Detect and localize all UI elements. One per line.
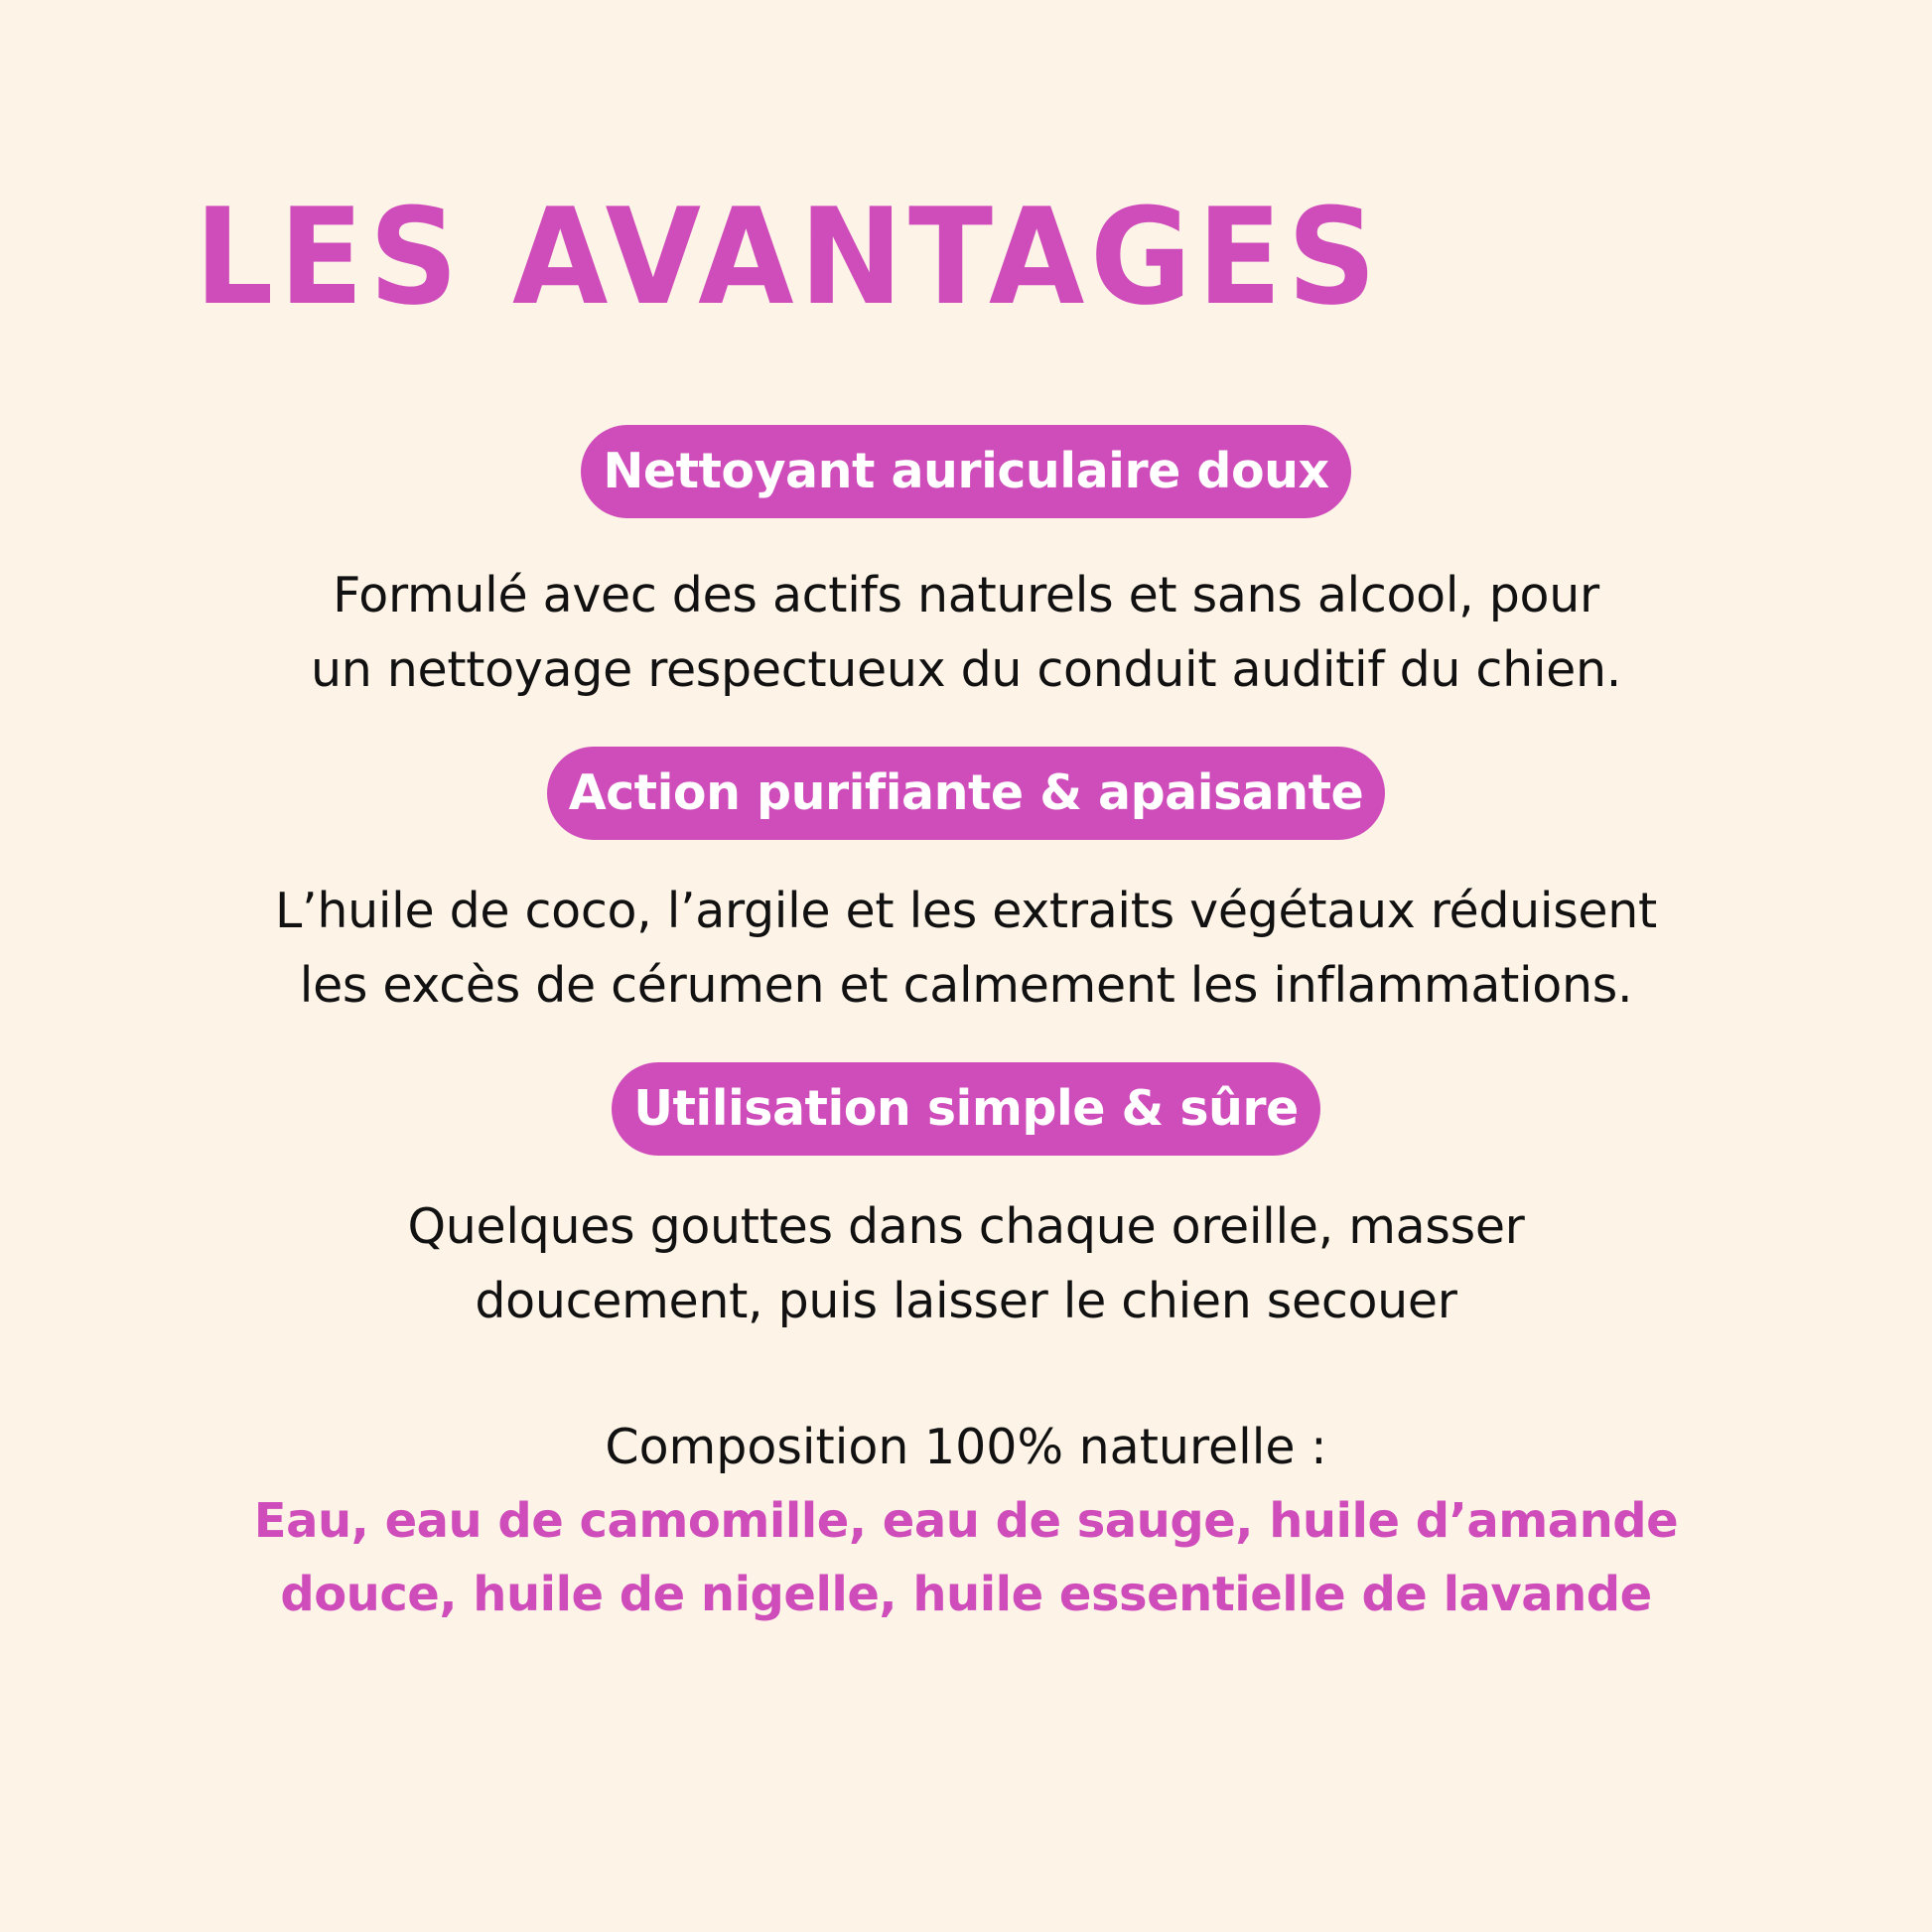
composition-label: Composition 100% naturelle : (605, 1419, 1327, 1475)
description-line: les excès de cérumen et calmement les inflammations. (299, 957, 1633, 1014)
composition-section (0, 1410, 1932, 1631)
page-title: LES AVANTAGES (195, 180, 1382, 335)
description-line: un nettoyage respectueux du conduit auditif du chien. (310, 641, 1622, 698)
benefit-description (0, 1189, 1932, 1338)
benefit-description (0, 874, 1932, 1023)
benefit-section-purifying-action (0, 747, 1932, 1023)
benefit-description (0, 558, 1932, 707)
description-line: L’huile de coco, l’argile et les extraits végétaux réduisent (275, 883, 1657, 939)
benefit-heading-badge: Nettoyant auriculaire doux (581, 425, 1350, 518)
benefit-section-simple-use (0, 1062, 1932, 1338)
description-line: Formulé avec des actifs naturels et sans alcool, pour (333, 567, 1599, 623)
benefit-heading-badge: Action purifiante & apaisante (547, 747, 1386, 840)
description-line: Quelques gouttes dans chaque oreille, masser (407, 1198, 1525, 1255)
composition-ingredients (0, 1484, 1932, 1631)
description-line: doucement, puis laisser le chien secouer (475, 1273, 1457, 1329)
benefit-section-gentle-cleanser (0, 425, 1932, 707)
ingredients-line: Eau, eau de camomille, eau de sauge, huile d’amande (253, 1493, 1679, 1549)
benefits-content (0, 425, 1932, 1631)
ingredients-line: douce, huile de nigelle, huile essentielle de lavande (280, 1567, 1652, 1622)
benefit-heading-badge: Utilisation simple & sûre (612, 1062, 1320, 1156)
